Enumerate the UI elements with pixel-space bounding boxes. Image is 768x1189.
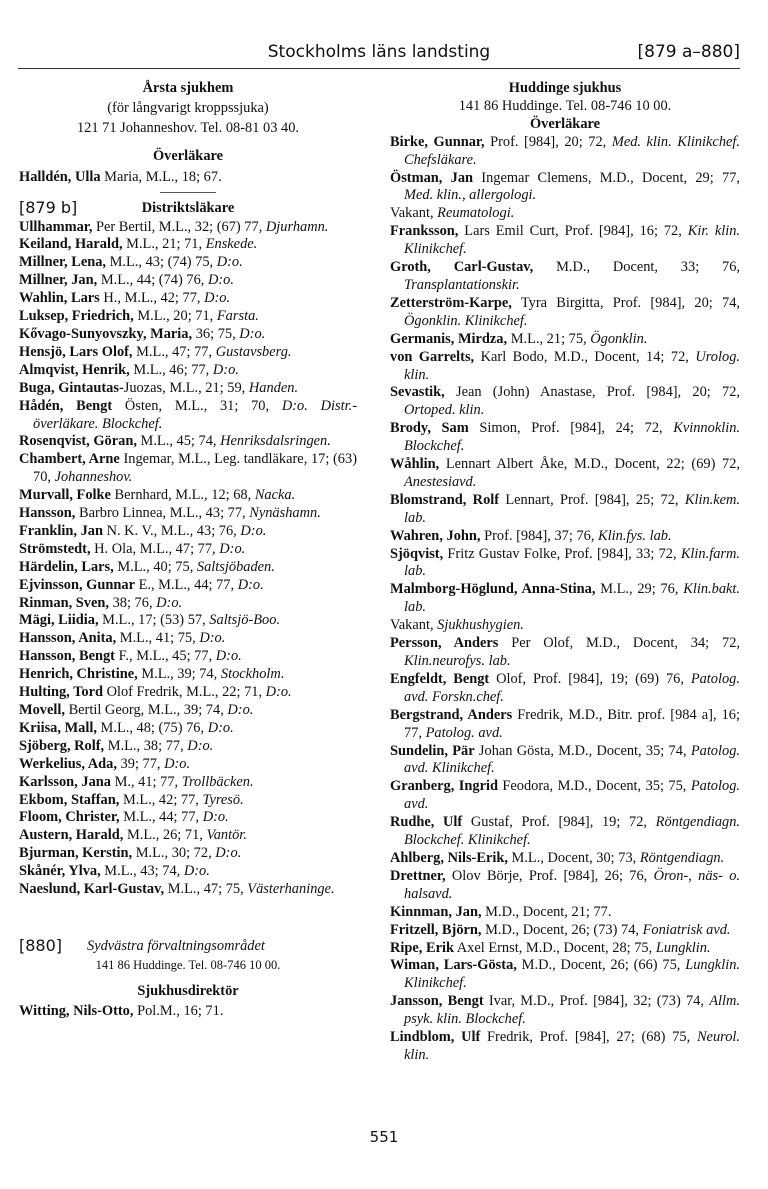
person-unit: D:o. bbox=[207, 719, 234, 736]
person-details: E., M.L., 44; 77, bbox=[134, 576, 238, 593]
person-unit: Klin.kem. lab. bbox=[404, 491, 740, 526]
person-unit: Klin.neurofys. lab. bbox=[404, 653, 511, 669]
person-name: Wahren, John, bbox=[390, 527, 481, 544]
person-entry bbox=[390, 940, 740, 958]
section-code: [879 b] bbox=[19, 197, 78, 217]
person-name: Jansson, Bengt bbox=[390, 993, 484, 1010]
person-details: M., 41; 77, bbox=[110, 773, 182, 790]
person-entry bbox=[19, 827, 357, 845]
person-unit: D:o. bbox=[219, 540, 246, 557]
person-name: Skånér, Ylva, bbox=[19, 863, 101, 880]
person-entry bbox=[19, 738, 357, 756]
person-name: Rinman, Sven, bbox=[19, 594, 109, 611]
person-name: Kővago-Sunyovszky, Maria, bbox=[19, 325, 193, 342]
person-name: Luksep, Friedrich, bbox=[19, 308, 134, 325]
person-entry bbox=[19, 236, 357, 254]
person-unit: Öron-, näs- o. halsavd. bbox=[404, 867, 741, 902]
person-unit: Enskede. bbox=[205, 236, 258, 253]
person-name: Groth, Carl-Gustav, bbox=[390, 259, 534, 276]
person-entry bbox=[19, 219, 357, 237]
person-details: M.L., 44; 77, bbox=[119, 809, 203, 826]
person-unit: Klin.farm. lab. bbox=[404, 545, 740, 580]
person-unit: Med. klin. Klinikchef. Chefsläkare. bbox=[404, 133, 740, 168]
person-details: M.D., Docent, 21; 77. bbox=[481, 903, 612, 920]
person-details: Vakant, bbox=[390, 617, 438, 634]
person-unit: D:o. bbox=[204, 290, 231, 307]
person-name: Hansson, bbox=[19, 505, 76, 522]
person-unit: Handen. bbox=[248, 379, 299, 396]
person-details: M.L., 30; 72, bbox=[132, 845, 216, 862]
person-entry bbox=[390, 581, 740, 617]
person-unit: Sjukhushygien. bbox=[437, 617, 524, 634]
person-details: N. K. V., M.L., 43; 76, bbox=[102, 522, 241, 539]
person-name: Brody, Sam bbox=[390, 420, 469, 437]
person-name: Naeslund, Karl-Gustav, bbox=[19, 881, 165, 898]
person-name: Birke, Gunnar, bbox=[390, 133, 485, 150]
person-details: M.D., Docent, 26; (66) 75, bbox=[516, 957, 686, 974]
person-name: Germanis, Mirdza, bbox=[390, 330, 508, 347]
person-name: Franklin, Jan bbox=[19, 522, 103, 539]
role-heading: Överläkare bbox=[152, 147, 224, 164]
person-unit: D:o. bbox=[202, 809, 229, 826]
person-entry bbox=[19, 398, 357, 434]
person-name: Werkelius, Ada, bbox=[19, 755, 117, 772]
person-entry bbox=[390, 707, 740, 743]
person-entry bbox=[390, 814, 740, 850]
person-name: Strömstedt, bbox=[19, 540, 91, 557]
person-unit: Patolog. avd. bbox=[425, 724, 503, 741]
person-name: Sundelin, Pär bbox=[390, 742, 475, 759]
person-entry bbox=[390, 349, 740, 385]
person-details: Ingemar, M.L., Leg. tandläkare, 17; (63) 70, bbox=[33, 451, 357, 486]
institution-name: Årsta sjukhem bbox=[142, 80, 234, 96]
person-entry bbox=[19, 254, 357, 272]
person-name: Movell, bbox=[19, 702, 65, 718]
section-heading bbox=[19, 199, 357, 219]
person-name: Sevastik, bbox=[390, 384, 445, 401]
person-entry bbox=[19, 290, 357, 308]
person-unit: Johanneshov. bbox=[54, 469, 133, 486]
person-name: Murvall, Folke bbox=[19, 487, 111, 504]
person-name: Ullhammar, bbox=[19, 218, 93, 235]
person-name: Austern, Harald, bbox=[19, 827, 124, 844]
person-details: Lennart, Prof. [984], 25; 72, bbox=[499, 491, 685, 508]
person-details: Fredrik, M.D., Bitr. prof. [984 a], 16; 77, bbox=[404, 706, 741, 741]
person-unit: Nynäshamn. bbox=[249, 505, 321, 522]
person-unit: D:o. bbox=[164, 755, 191, 772]
person-name: Hansson, Anita, bbox=[19, 630, 117, 647]
person-unit: Farsta. bbox=[216, 308, 259, 325]
person-entry bbox=[19, 487, 357, 505]
person-details: Lars Emil Curt, Prof. [984], 16; 72, bbox=[458, 223, 688, 240]
person-entry bbox=[19, 559, 357, 577]
person-details: M.L., 43; 74, bbox=[100, 863, 184, 880]
person-name: Ekbom, Staffan, bbox=[19, 791, 120, 808]
person-entry bbox=[390, 635, 740, 671]
person-unit: D:o. bbox=[237, 576, 264, 593]
person-entry bbox=[19, 1003, 357, 1021]
person-unit: Djurhamn. bbox=[265, 218, 329, 235]
person-unit: Neurol. klin. bbox=[404, 1029, 740, 1063]
person-name: Rosenqvist, Göran, bbox=[19, 433, 137, 450]
person-details: M.L., 38; 77, bbox=[104, 737, 188, 754]
person-entry bbox=[390, 134, 740, 170]
person-details: M.L., 46; 77, bbox=[129, 361, 213, 378]
person-details: M.L., 21; 71, bbox=[122, 236, 206, 253]
person-unit: Saltsjö-Boo. bbox=[209, 612, 281, 629]
person-entry bbox=[19, 666, 357, 684]
person-entry bbox=[390, 492, 740, 528]
person-name: Floom, Christer, bbox=[19, 809, 120, 826]
person-name: Kriisa, Mall, bbox=[19, 719, 97, 736]
person-details: M.L., 47; 77, bbox=[132, 343, 216, 360]
person-details: Karl Bodo, M.D., Docent, 14; 72, bbox=[474, 348, 696, 365]
person-entry bbox=[19, 433, 357, 451]
person-entry bbox=[19, 845, 357, 863]
person-details: M.L., 39; 74, bbox=[137, 666, 221, 683]
person-details: Gustaf, Prof. [984], 19; 72, bbox=[462, 814, 656, 831]
person-name: Engfeldt, Bengt bbox=[390, 670, 490, 687]
person-unit: Henriksdalsringen. bbox=[220, 433, 331, 450]
person-unit: Kir. klin. Klinikchef. bbox=[404, 223, 740, 258]
person-details: Olof, Prof. [984], 19; (69) 76, bbox=[489, 670, 691, 687]
person-details: Simon, Prof. [984], 24; 72, bbox=[468, 420, 674, 437]
person-entry bbox=[19, 577, 357, 595]
person-entry bbox=[19, 630, 357, 648]
person-details: Bertil Georg, M.L., 39; 74, bbox=[64, 702, 228, 718]
person-details: M.L., Docent, 30; 73, bbox=[507, 849, 640, 866]
section-heading bbox=[19, 937, 357, 957]
person-details: 38; 76, bbox=[108, 594, 157, 611]
person-entry bbox=[390, 922, 740, 940]
person-entry bbox=[19, 308, 357, 326]
person-unit: D:o. Distr.-överläkare. Blockchef. bbox=[33, 397, 357, 432]
person-name: Chambert, Arne bbox=[19, 451, 120, 468]
person-name: Granberg, Ingrid bbox=[390, 778, 498, 795]
person-name: Östman, Jan bbox=[390, 169, 474, 186]
person-entry bbox=[390, 205, 740, 223]
person-details: Fritz Gustav Folke, Prof. [984], 33; 72, bbox=[443, 545, 681, 562]
person-unit: D:o. bbox=[199, 630, 226, 647]
person-entry bbox=[19, 523, 357, 541]
person-unit: Anestesiavd. bbox=[404, 473, 477, 490]
person-entry bbox=[19, 648, 357, 666]
person-unit: Trollbäcken. bbox=[181, 773, 254, 790]
page-number: 551 bbox=[369, 1128, 399, 1146]
person-unit: Klin.bakt. lab. bbox=[404, 581, 740, 616]
person-name: Franksson, bbox=[390, 223, 459, 240]
person-entry bbox=[390, 420, 740, 456]
hospital-name: Huddinge sjukhus bbox=[508, 80, 622, 96]
person-details: Jean (John) Anastase, Prof. [984], 20; 72, bbox=[444, 384, 740, 401]
section-title: Distriktsläkare bbox=[141, 199, 235, 216]
person-unit: Stockholm. bbox=[220, 666, 285, 683]
person-details: M.L., 42; 77, bbox=[119, 791, 203, 808]
person-name: Hulting, Tord bbox=[19, 684, 103, 701]
person-unit: Röntgendiagn. bbox=[639, 849, 725, 866]
person-unit: Saltsjöbaden. bbox=[196, 558, 275, 575]
person-unit: Kvinnoklin. Blockchef. bbox=[404, 420, 740, 455]
person-name: Millner, Lena, bbox=[19, 254, 107, 271]
person-details: M.L., 48; (75) 76, bbox=[96, 719, 208, 736]
person-details: Ingemar Clemens, M.D., Docent, 29; 77, bbox=[473, 169, 740, 186]
person-name: Sjöqvist, bbox=[390, 545, 444, 562]
section-divider bbox=[160, 192, 216, 193]
person-unit: Foniatrisk avd. bbox=[642, 921, 731, 938]
person-unit: Patolog. avd. Klinikchef. bbox=[404, 742, 740, 777]
person-details: Prof. [984], 20; 72, bbox=[484, 133, 612, 150]
person-unit: Allm. psyk. klin. Blockchef. bbox=[404, 993, 740, 1028]
person-name: Blomstrand, Rolf bbox=[390, 491, 500, 508]
person-details: M.L., 41; 75, bbox=[116, 630, 200, 647]
institution-address: 121 71 Johanneshov. Tel. 08-81 03 40. bbox=[76, 119, 300, 136]
person-details: M.L., 20; 71, bbox=[133, 308, 217, 325]
person-unit: D:o. bbox=[215, 648, 242, 665]
person-details: Bernhard, M.L., 12; 68, bbox=[110, 487, 255, 504]
person-unit: Urolog. klin. bbox=[404, 348, 740, 383]
person-unit: Lungklin. Klinikchef. bbox=[404, 957, 740, 992]
person-unit: Lungklin. bbox=[655, 939, 711, 956]
person-name: Bjurman, Kerstin, bbox=[19, 845, 133, 862]
person-entry bbox=[19, 362, 357, 380]
person-unit: Tyresö. bbox=[202, 791, 244, 808]
person-unit: D:o. bbox=[239, 325, 266, 342]
person-details: Johan Gösta, M.D., Docent, 35; 74, bbox=[474, 742, 691, 759]
person-unit: Vantör. bbox=[206, 827, 247, 844]
person-details: Per Bertil, M.L., 32; (67) 77, bbox=[92, 218, 266, 235]
person-entry bbox=[390, 546, 740, 582]
person-name: Bergstrand, Anders bbox=[390, 706, 513, 723]
person-details: H. Ola, M.L., 47; 77, bbox=[90, 540, 220, 557]
person-name: Henrich, Christine, bbox=[19, 666, 138, 683]
person-details: Ivar, M.D., Prof. [984], 32; (73) 74, bbox=[483, 993, 710, 1010]
person-details: M.L., 44; (74) 76, bbox=[97, 272, 208, 289]
person-details: Axel Ernst, M.D., Docent, 28; 75, bbox=[453, 939, 656, 956]
person-name: Wåhlin, bbox=[390, 456, 440, 473]
section-address: 141 86 Huddinge. Tel. 08-746 10 00. bbox=[95, 957, 281, 972]
person-entry bbox=[19, 451, 357, 487]
person-details: M.L., 43; (74) 75, bbox=[106, 254, 217, 271]
person-name: Almqvist, Henrik, bbox=[19, 361, 130, 378]
person-unit: Nacka. bbox=[254, 487, 296, 504]
person-entry bbox=[390, 957, 740, 993]
person-entry bbox=[19, 169, 357, 187]
person-name: Ripe, Erik bbox=[390, 939, 454, 956]
person-details: Olof Fredrik, M.L., 22; 71, bbox=[102, 684, 266, 701]
person-entry bbox=[19, 702, 357, 720]
person-name: Rudhe, Ulf bbox=[390, 814, 463, 831]
person-name: Hansson, Bengt bbox=[19, 648, 115, 665]
person-unit: D:o. bbox=[207, 272, 234, 289]
person-unit: D:o. bbox=[265, 684, 292, 701]
person-entry bbox=[19, 881, 357, 899]
person-unit: Ortoped. klin. bbox=[404, 402, 485, 419]
person-entry bbox=[19, 326, 357, 344]
person-name: Witting, Nils-Otto, bbox=[19, 1002, 134, 1019]
person-name: Sjöberg, Rolf, bbox=[19, 737, 105, 754]
person-entry bbox=[19, 272, 357, 290]
section-title: Sydvästra förvaltningsområdet bbox=[87, 937, 265, 954]
person-name: von Garrelts, bbox=[390, 348, 475, 365]
person-details: 36; 75, bbox=[192, 325, 240, 342]
person-unit: Gustavsberg. bbox=[215, 343, 292, 360]
person-name: Karlsson, Jana bbox=[19, 773, 111, 790]
person-entry bbox=[390, 993, 740, 1029]
person-name: Wiman, Lars-Gösta, bbox=[390, 957, 517, 974]
person-entry bbox=[19, 774, 357, 792]
person-entry bbox=[19, 541, 357, 559]
person-name: Lindblom, Ulf bbox=[390, 1029, 481, 1046]
person-name: Ahlberg, Nils-Erik, bbox=[390, 849, 508, 866]
person-unit: D:o. bbox=[187, 737, 214, 754]
person-entry bbox=[390, 331, 740, 349]
page-header-title: Stockholms läns landsting bbox=[267, 42, 491, 62]
person-entry bbox=[390, 223, 740, 259]
person-entry bbox=[390, 259, 740, 295]
person-name: Drettner, bbox=[390, 867, 446, 884]
person-name: Keiland, Harald, bbox=[19, 236, 123, 253]
person-entry bbox=[390, 904, 740, 922]
person-entry bbox=[390, 671, 740, 707]
role-heading: Sjukhusdirektör bbox=[137, 982, 239, 999]
person-details: Barbro Linnea, M.L., 43; 77, bbox=[75, 505, 250, 522]
person-entry bbox=[390, 528, 740, 546]
person-details: Prof. [984], 37; 76, bbox=[480, 527, 599, 544]
person-details: Olov Börje, Prof. [984], 26; 76, bbox=[445, 867, 654, 884]
person-details: Maria, M.L., 18; 67. bbox=[100, 168, 222, 185]
person-entry bbox=[19, 792, 357, 810]
person-entry bbox=[390, 295, 740, 331]
district-list bbox=[19, 219, 357, 899]
person-entry bbox=[390, 868, 740, 904]
person-unit: Ögonklin. bbox=[590, 330, 648, 347]
person-unit: Transplantationskir. bbox=[404, 276, 520, 293]
person-unit: D:o. bbox=[212, 361, 239, 378]
person-name: Fritzell, Björn, bbox=[390, 921, 482, 938]
person-entry bbox=[390, 850, 740, 868]
person-details: 39; 77, bbox=[116, 755, 165, 772]
person-name: Härdelin, Lars, bbox=[19, 558, 114, 575]
person-unit: Ögonklin. Klinikchef. bbox=[404, 312, 528, 329]
person-name: Malmborg-Höglund, Anna-Stina, bbox=[390, 581, 596, 598]
person-entry bbox=[19, 612, 357, 630]
person-name: Halldén, Ulla bbox=[19, 168, 101, 185]
person-unit: Patolog. avd. Forskn.chef. bbox=[404, 670, 740, 705]
person-name: Ejvinsson, Gunnar bbox=[19, 576, 135, 593]
person-unit: D:o. bbox=[156, 594, 183, 611]
person-name: Millner, Jan, bbox=[19, 272, 98, 289]
header-rule bbox=[18, 68, 740, 69]
person-details: Vakant, bbox=[390, 205, 438, 222]
person-unit: Reumatologi. bbox=[437, 205, 515, 222]
person-details: Juozas, M.L., 21; 59, bbox=[123, 379, 249, 396]
huddinge-list bbox=[390, 134, 740, 1065]
person-unit: Klin.fys. lab. bbox=[598, 527, 672, 544]
person-details: M.L., 45; 74, bbox=[136, 433, 221, 450]
person-entry bbox=[19, 595, 357, 613]
person-entry bbox=[19, 809, 357, 827]
person-details: H., M.L., 42; 77, bbox=[99, 290, 205, 307]
person-name: Buga, Gintautas- bbox=[19, 379, 124, 396]
person-unit: D:o. bbox=[215, 845, 242, 862]
person-unit: Med. klin., allergologi. bbox=[404, 187, 537, 204]
person-unit: Västerhaninge. bbox=[247, 881, 335, 898]
person-entry bbox=[19, 380, 357, 398]
person-entry bbox=[390, 778, 740, 814]
person-entry bbox=[390, 743, 740, 779]
person-details: M.L., 47; 75, bbox=[164, 881, 248, 898]
person-name: Zetterström-Karpe, bbox=[390, 294, 512, 311]
person-name: Hådén, Bengt bbox=[19, 397, 113, 414]
person-unit: Patolog. avd. bbox=[404, 778, 740, 813]
person-details: Tyra Birgitta, Prof. [984], 20; 74, bbox=[511, 294, 740, 311]
person-unit: D:o. bbox=[240, 522, 267, 539]
section-code: [880] bbox=[19, 935, 63, 955]
person-details: Fredrik, Prof. [984], 27; (68) 75, bbox=[480, 1029, 697, 1046]
role-heading: Överläkare bbox=[529, 115, 601, 132]
person-details: M.L., 21; 75, bbox=[507, 330, 591, 347]
person-entry bbox=[19, 344, 357, 362]
person-entry bbox=[390, 456, 740, 492]
person-entry bbox=[19, 756, 357, 774]
person-name: Persson, Anders bbox=[390, 635, 499, 652]
person-unit: D:o. bbox=[227, 702, 254, 718]
person-name: Mägi, Liidia, bbox=[19, 612, 99, 629]
person-details: M.L., 17; (53) 57, bbox=[98, 612, 210, 629]
person-details: M.L., 29; 76, bbox=[595, 581, 684, 598]
person-details: Östen, M.L., 31; 70, bbox=[112, 397, 282, 414]
person-name: Wahlin, Lars bbox=[19, 290, 100, 307]
person-entry bbox=[19, 684, 357, 702]
person-name: Hensjö, Lars Olof, bbox=[19, 343, 133, 360]
person-details: Feodora, M.D., Docent, 35; 75, bbox=[497, 778, 691, 795]
person-details: Lennart Albert Åke, M.D., Docent, 22; (69) 72, bbox=[439, 456, 740, 473]
person-details: M.D., Docent, 33; 76, bbox=[533, 259, 740, 276]
person-entry bbox=[390, 1029, 740, 1065]
person-details: Pol.M., 16; 71. bbox=[133, 1002, 224, 1019]
person-entry bbox=[390, 617, 740, 635]
person-details: F., M.L., 45; 77, bbox=[114, 648, 216, 665]
person-entry bbox=[19, 505, 357, 523]
page-header bbox=[18, 42, 740, 68]
person-name: Kinnman, Jan, bbox=[390, 903, 482, 920]
person-details: M.L., 26; 71, bbox=[123, 827, 207, 844]
person-entry bbox=[19, 863, 357, 881]
person-unit: D:o. bbox=[216, 254, 243, 271]
right-column bbox=[390, 80, 740, 1065]
person-details: M.L., 40; 75, bbox=[113, 558, 197, 575]
person-details: M.D., Docent, 26; (73) 74, bbox=[481, 921, 643, 938]
person-unit: D:o. bbox=[183, 863, 210, 880]
person-entry bbox=[390, 170, 740, 206]
person-entry bbox=[390, 384, 740, 420]
institution-subtitle: (för långvarigt kroppssjuka) bbox=[107, 99, 269, 116]
page-header-range: [879 a–880] bbox=[637, 42, 740, 62]
person-unit: Röntgendiagn. Blockchef. Klinikchef. bbox=[404, 814, 741, 849]
person-details: Per Olof, M.D., Docent, 34; 72, bbox=[498, 635, 740, 652]
left-column bbox=[19, 80, 357, 1021]
hospital-address: 141 86 Huddinge. Tel. 08-746 10 00. bbox=[458, 97, 672, 114]
person-entry bbox=[19, 720, 357, 738]
